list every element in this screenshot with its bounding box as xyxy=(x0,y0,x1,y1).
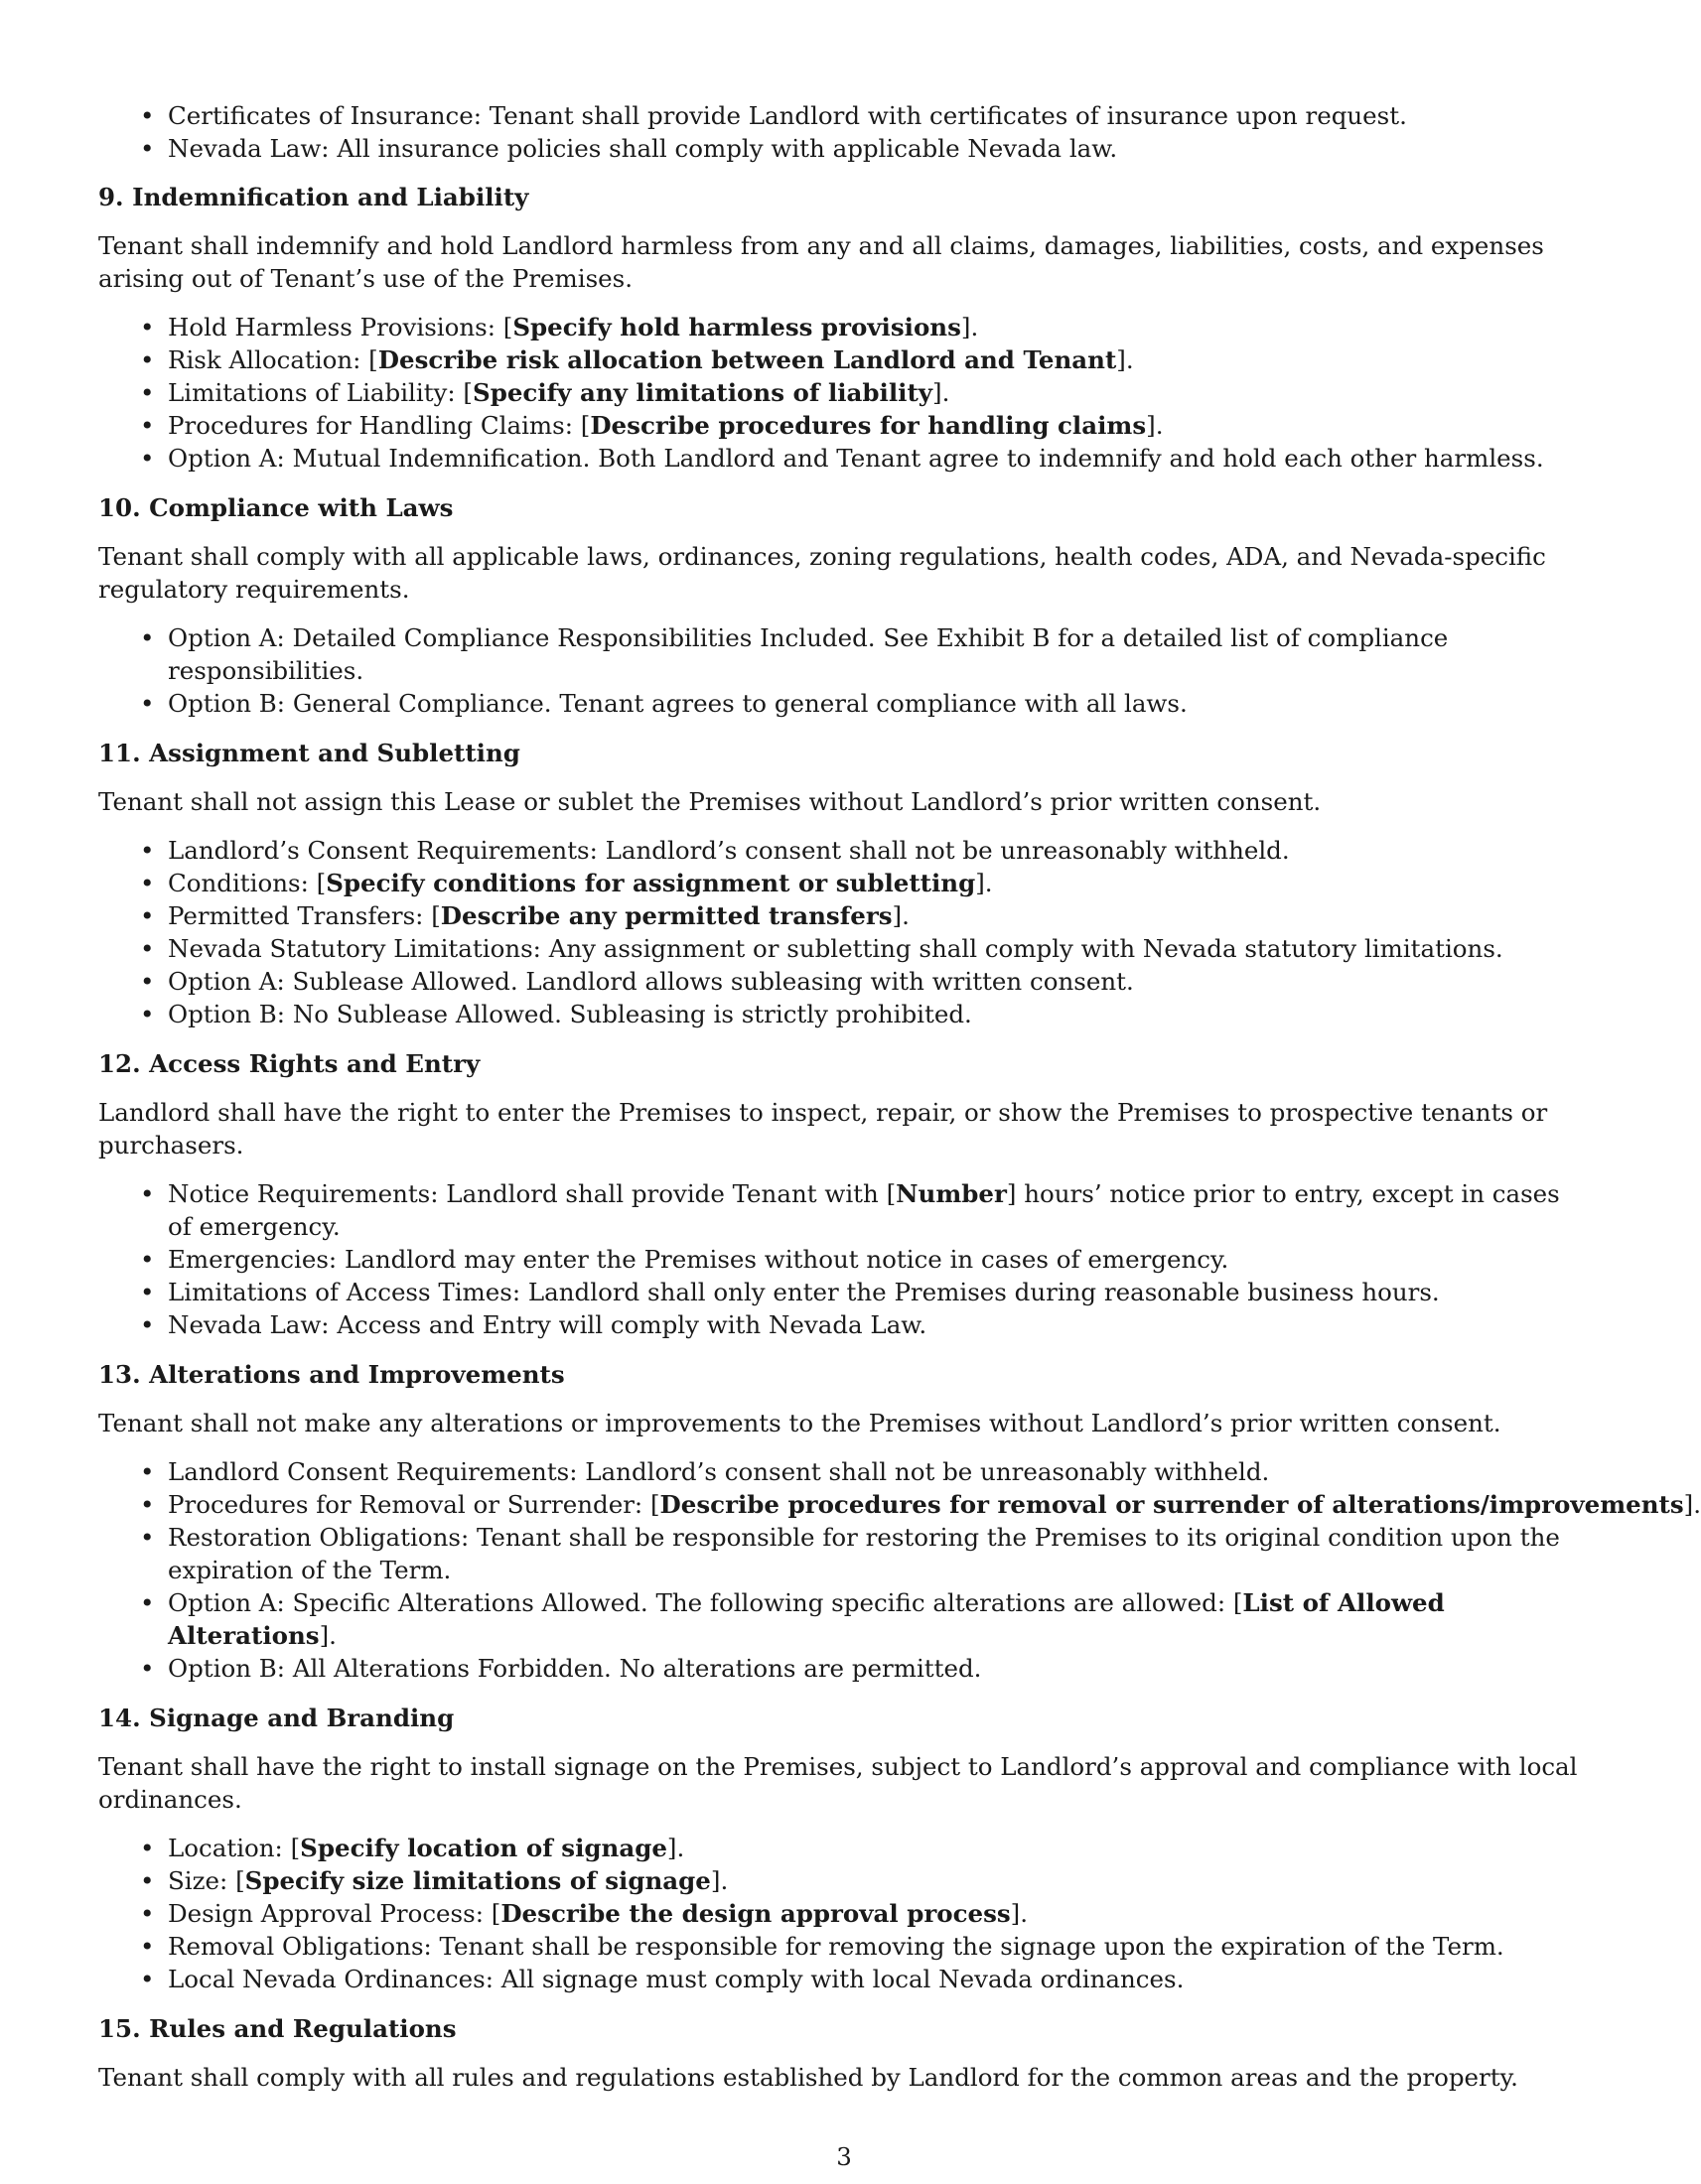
placeholder-field: Describe the design approval process xyxy=(500,1899,1011,1928)
list-item xyxy=(98,834,1588,867)
list-item-text: ] hours’ notice prior to entry, except in cases of emergency. xyxy=(168,1179,1560,1241)
insurance-bullet-list xyxy=(98,99,1588,165)
list-item-text: ]. xyxy=(1010,1899,1029,1928)
list-item-text: Permitted Transfers: [ xyxy=(168,901,441,930)
placeholder-field: Specify conditions for assignment or subletting xyxy=(326,869,976,897)
list-item-text: ]. xyxy=(1146,411,1164,440)
section-bullet-list xyxy=(98,621,1588,720)
placeholder-field: Describe risk allocation between Landlord and Tenant xyxy=(377,345,1117,374)
section-heading: 12. Access Rights and Entry xyxy=(98,1049,481,1078)
list-item-text: Option B: No Sublease Allowed. Subleasing is strictly prohibited. xyxy=(168,1000,972,1028)
list-item-text: Local Nevada Ordinances: All signage must comply with local Nevada ordinances. xyxy=(168,1965,1185,1993)
list-item-text: ]. xyxy=(1683,1490,1701,1519)
document-page xyxy=(98,99,1701,2110)
list-item xyxy=(98,1832,1588,1864)
list-item-text: Conditions: [ xyxy=(168,869,327,897)
list-item-text: ]. xyxy=(932,378,950,407)
list-item xyxy=(98,1652,1588,1685)
section-bullet-list xyxy=(98,1455,1701,1685)
section-paragraph: Tenant shall comply with all applicable laws, ordinances, zoning regulations, health codes, ADA, and Nevada-specific regulatory requirements. xyxy=(98,542,1546,604)
list-item-text: Procedures for Handling Claims: [ xyxy=(168,411,591,440)
list-item xyxy=(98,442,1588,475)
section-bullet-list xyxy=(98,834,1588,1030)
section-heading: 11. Assignment and Subletting xyxy=(98,739,520,767)
list-item xyxy=(98,1308,1588,1341)
list-item-text: ]. xyxy=(1116,345,1134,374)
placeholder-field: Number xyxy=(896,1179,1007,1208)
list-item-text: Procedures for Removal or Surrender: [ xyxy=(168,1490,660,1519)
placeholder-field: Specify size limitations of signage xyxy=(244,1866,711,1895)
list-item xyxy=(98,1897,1588,1930)
list-item xyxy=(98,1243,1588,1276)
list-item-text: Limitations of Liability: [ xyxy=(168,378,473,407)
list-item xyxy=(98,621,1588,687)
list-item-text: Location: [ xyxy=(168,1834,301,1862)
list-item xyxy=(98,965,1588,998)
section-bullet-list xyxy=(98,1177,1588,1341)
section-heading: 14. Signage and Branding xyxy=(98,1704,455,1732)
list-item-text: Risk Allocation: [ xyxy=(168,345,378,374)
list-item-text: Option B: All Alterations Forbidden. No alterations are permitted. xyxy=(168,1654,982,1683)
list-item-text: Nevada Law: Access and Entry will comply with Nevada Law. xyxy=(168,1310,927,1339)
list-item-text: Hold Harmless Provisions: [ xyxy=(168,313,513,341)
list-item xyxy=(98,899,1588,932)
placeholder-field: Describe any permitted transfers xyxy=(440,901,893,930)
section-bullet-list xyxy=(98,1832,1588,1995)
list-item xyxy=(98,311,1588,343)
list-item xyxy=(98,932,1588,965)
list-item-text: ]. xyxy=(960,313,979,341)
list-item-text: Option A: Sublease Allowed. Landlord allows subleasing with written consent. xyxy=(168,967,1134,996)
list-item-text: Limitations of Access Times: Landlord shall only enter the Premises during reasonable business hours. xyxy=(168,1278,1440,1306)
list-item xyxy=(98,1864,1588,1897)
section-paragraph: Tenant shall indemnify and hold Landlord harmless from any and all claims, damages, liabilities, costs, and expenses arising out of Tenant’s use of the Premises. xyxy=(98,231,1544,293)
section-bullet-list xyxy=(98,311,1588,475)
list-item xyxy=(98,1488,1701,1521)
placeholder-field: List of Allowed Alterations xyxy=(168,1588,1445,1650)
list-item-text: Design Approval Process: [ xyxy=(168,1899,501,1928)
list-item xyxy=(98,1521,1588,1586)
list-item-text: ]. xyxy=(892,901,910,930)
list-item: • Nevada Law: All insurance policies shall comply with applicable Nevada law. xyxy=(98,132,1588,165)
list-item xyxy=(98,343,1588,376)
placeholder-field: Specify any limitations of liability xyxy=(473,378,933,407)
list-item-text: ]. xyxy=(710,1866,729,1895)
sections-container xyxy=(98,181,1701,2094)
list-item xyxy=(98,1455,1588,1488)
placeholder-field: Specify location of signage xyxy=(300,1834,667,1862)
list-item-text: Option B: General Compliance. Tenant agrees to general compliance with all laws. xyxy=(168,689,1188,718)
list-item xyxy=(98,376,1588,409)
section-heading: 10. Compliance with Laws xyxy=(98,493,454,522)
list-item: • Certificates of Insurance: Tenant shall provide Landlord with certificates of insurance upon request. xyxy=(98,99,1588,132)
placeholder-field: Describe procedures for handling claims xyxy=(590,411,1147,440)
list-item-text: ]. xyxy=(666,1834,685,1862)
list-item xyxy=(98,998,1588,1030)
section-paragraph: Tenant shall not assign this Lease or sublet the Premises without Landlord’s prior written consent. xyxy=(98,787,1322,816)
list-item xyxy=(98,1586,1588,1652)
list-item-text: Option A: Mutual Indemnification. Both Landlord and Tenant agree to indemnify and hold each other harmless. xyxy=(168,444,1544,473)
list-item-text: Restoration Obligations: Tenant shall be responsible for restoring the Premises to its original condition upon the expiration of the Term. xyxy=(168,1523,1560,1584)
list-item-text: Removal Obligations: Tenant shall be responsible for removing the signage upon the expiration of the Term. xyxy=(168,1932,1504,1961)
section-paragraph: Landlord shall have the right to enter the Premises to inspect, repair, or show the Premises to prospective tenants or purchasers. xyxy=(98,1098,1548,1160)
list-item-text: Nevada Statutory Limitations: Any assignment or subletting shall comply with Nevada statutory limitations. xyxy=(168,934,1503,963)
section-paragraph: Tenant shall comply with all rules and regulations established by Landlord for the common areas and the property. xyxy=(98,2063,1518,2092)
list-item-text: Landlord’s Consent Requirements: Landlord’s consent shall not be unreasonably withheld. xyxy=(168,836,1290,865)
list-item xyxy=(98,687,1588,720)
list-item-text: Option A: Detailed Compliance Responsibilities Included. See Exhibit B for a detailed list of compliance responsibilities. xyxy=(168,623,1449,685)
section-heading: 15. Rules and Regulations xyxy=(98,2014,457,2043)
section-heading: 9. Indemnification and Liability xyxy=(98,183,529,211)
list-item-text: Option A: Specific Alterations Allowed. The following specific alterations are allowed: [ xyxy=(168,1588,1243,1617)
page-number: 3 xyxy=(836,2142,852,2171)
list-item-text: Emergencies: Landlord may enter the Premises without notice in cases of emergency. xyxy=(168,1245,1229,1274)
placeholder-field: Describe procedures for removal or surrender of alterations/improvements xyxy=(659,1490,1684,1519)
list-item xyxy=(98,1963,1588,1995)
section-heading: 13. Alterations and Improvements xyxy=(98,1360,565,1389)
list-item-text: Size: [ xyxy=(168,1866,245,1895)
list-item-text: Landlord Consent Requirements: Landlord’s consent shall not be unreasonably withheld. xyxy=(168,1457,1270,1486)
list-item xyxy=(98,409,1588,442)
list-item xyxy=(98,867,1588,899)
list-item xyxy=(98,1177,1588,1243)
list-item-text: ]. xyxy=(319,1621,337,1650)
section-paragraph: Tenant shall not make any alterations or improvements to the Premises without Landlord’s prior written consent. xyxy=(98,1409,1501,1437)
list-item xyxy=(98,1276,1588,1308)
section-paragraph: Tenant shall have the right to install signage on the Premises, subject to Landlord’s approval and compliance with local ordinances. xyxy=(98,1752,1578,1814)
list-item xyxy=(98,1930,1588,1963)
list-item-text: Notice Requirements: Landlord shall provide Tenant with [ xyxy=(168,1179,897,1208)
placeholder-field: Specify hold harmless provisions xyxy=(512,313,961,341)
list-item-text: ]. xyxy=(975,869,993,897)
